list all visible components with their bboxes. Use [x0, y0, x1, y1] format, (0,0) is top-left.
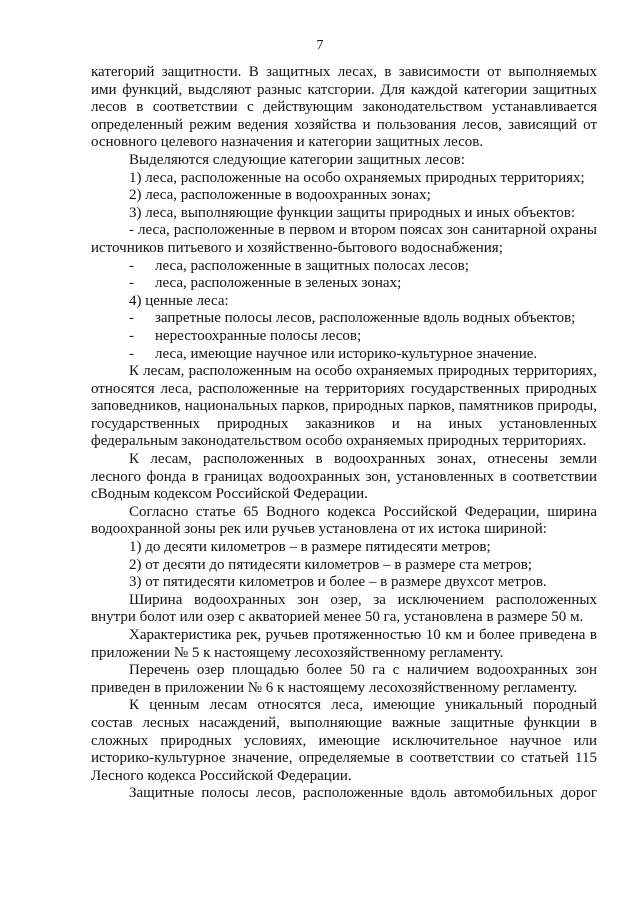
list-marker: -	[129, 345, 134, 362]
list-marker: -	[129, 275, 134, 292]
numbered-item: 4) ценные леса:	[129, 292, 229, 309]
numbered-item: 2) от десяти до пятидесяти километров – в размере ста метров;	[129, 556, 533, 573]
numbered-item: 2) леса, расположенные в водоохранных зонах;	[129, 187, 431, 204]
page-number: 7	[316, 38, 324, 53]
list-item-text: нерестоохранные полосы лесов;	[155, 327, 362, 344]
list-marker: -	[129, 310, 134, 327]
paragraph: К лесам, расположенных в водоохранных зонах, отнесены земли лесного фонда в границах водоохранных зон, установленных в соответствии сВодным кодексом Российской Федерации.	[91, 451, 597, 503]
paragraph: К ценным лесам относятся леса, имеющие уникальный породный состав лесных насаждений, выполняющие важные защитные функции в сложных природных условиях, имеющие исключительное научное или историко-культурное значение, определяемые в соответствии со статьей 115 Лесного кодекса Российской Федерации.	[91, 697, 597, 784]
list-item-text: леса, расположенные в зеленых зонах;	[155, 275, 402, 292]
paragraph: Перечень озер площадью более 50 га с наличием водоохранных зон приведен в приложении № 6 к настоящему лесохозяйственному регламенту.	[91, 662, 597, 696]
list-item-text: леса, расположенные в защитных полосах лесов;	[155, 257, 469, 274]
body-text	[91, 64, 597, 803]
paragraph: Согласно статье 65 Водного кодекса Российской Федерации, ширина водоохранной зоны рек или ручьев установлена от их истока шириной:	[91, 503, 597, 538]
paragraph: Характеристика рек, ручьев протяженностью 10 км и более приведена в приложении № 5 к настоящему лесохозяйственному регламенту.	[91, 627, 597, 661]
numbered-item: 3) от пятидесяти километров и более – в размере двухсот метров.	[129, 574, 547, 591]
dash-list-item	[91, 275, 597, 293]
paragraph: Выделяются следующие категории защитных лесов:	[129, 151, 465, 168]
dash-list-item	[91, 328, 597, 346]
list-marker: -	[129, 327, 134, 344]
numbered-item: 3) леса, выполняющие функции защиты природных и иных объектов:	[129, 204, 576, 221]
paragraph-continuation: категорий защитности. В защитных лесах, в зависимости от выполняемых ими функций, выдсляют разныс катсгории. Для каждой категории защитных лесов в соответствии с действующим законодательством устанавливается определенный режим ведения хозяйства и пользования лесов, зависящий от основного целевого назначения и категории защитных лесов.	[91, 64, 597, 151]
numbered-item: 1) до десяти километров – в размере пятидесяти метров;	[129, 539, 491, 556]
dash-list-item	[91, 346, 597, 364]
paragraph: 1) леса, расположенные на особо охраняемых природных территориях;	[129, 169, 585, 186]
paragraph: К лесам, расположенным на особо охраняемых природных территориях, относятся леса, расположенные на территориях государственных природных заповедников, национальных парков, природных парков, памятников природы, государственных природных заказников и на иных установленных федеральным законодательством особо охраняемых природных территориях.	[91, 363, 597, 450]
list-item-text: запретные полосы лесов, расположенные вдоль водных объектов;	[155, 310, 576, 327]
list-marker: -	[129, 257, 134, 274]
paragraph: Защитные полосы лесов, расположенные вдоль автомобильных дорог	[129, 785, 597, 802]
list-item-text: леса, имеющие научное или историко-культурное значение.	[155, 345, 538, 362]
dash-list-item	[91, 258, 597, 276]
dash-list-item	[91, 310, 597, 328]
paragraph: - леса, расположенные в первом и втором поясах зон санитарной охраны источников питьевого и хозяйственно-бытового водоснабжения;	[91, 222, 597, 256]
paragraph: Ширина водоохранных зон озер, за исключением расположенных внутри болот или озер с акваторией менее 50 га, установлена в размере 50 м.	[91, 591, 597, 626]
